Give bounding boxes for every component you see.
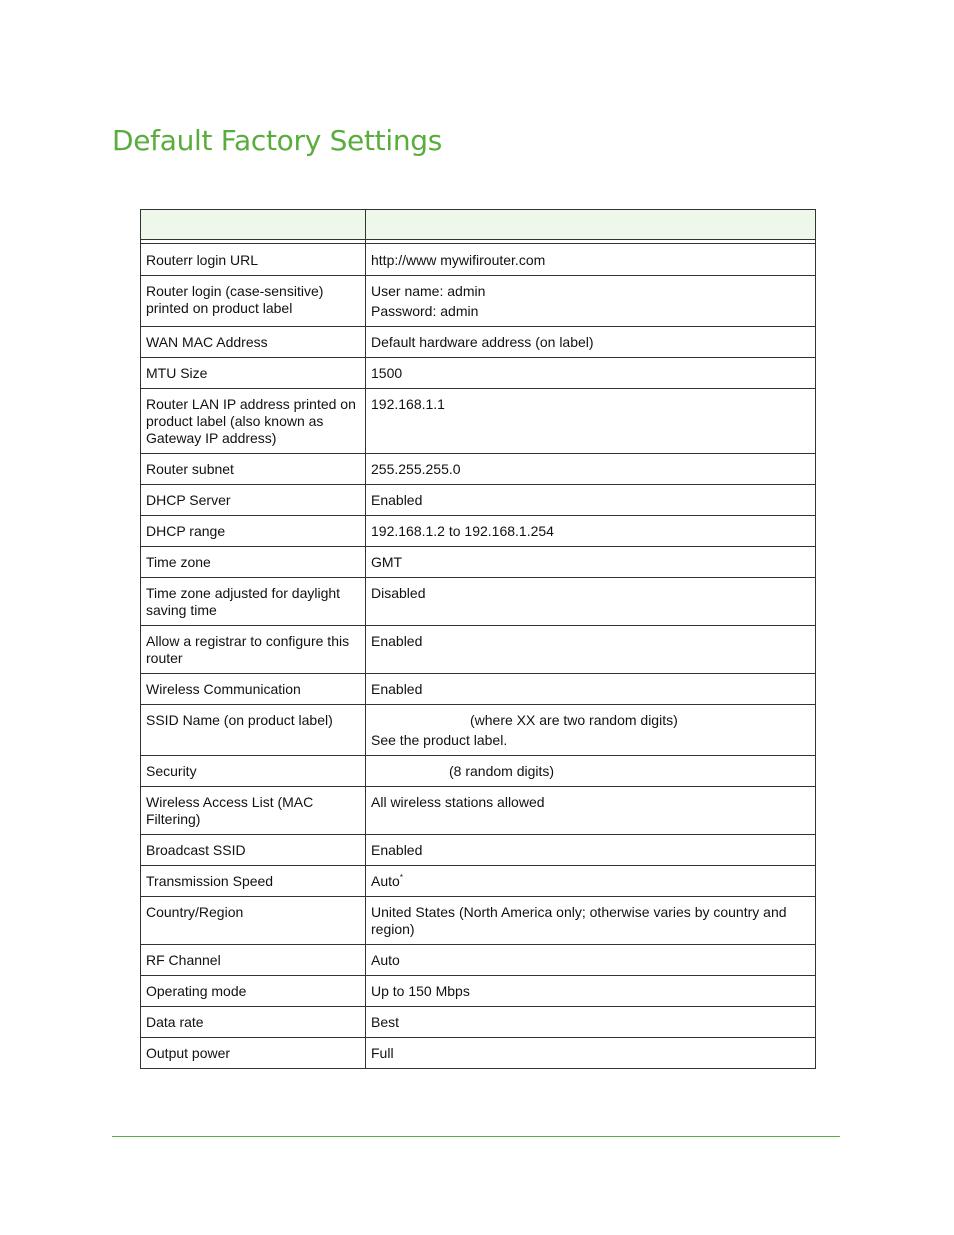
value-cell xyxy=(366,485,816,516)
value-line: Auto xyxy=(371,952,400,968)
setting-cell: Allow a registrar to configure this router xyxy=(141,626,366,674)
setting-cell: MTU Size xyxy=(141,358,366,389)
table-row xyxy=(141,244,816,276)
value-text: Auto xyxy=(371,873,400,889)
value-line: All wireless stations allowed xyxy=(371,794,545,810)
value-line: Enabled xyxy=(371,681,423,697)
value-cell xyxy=(366,626,816,674)
table-row xyxy=(141,835,816,866)
setting-cell: WAN MAC Address xyxy=(141,327,366,358)
table-row xyxy=(141,626,816,674)
table-row xyxy=(141,705,816,756)
table-row xyxy=(141,578,816,626)
value-line: Full xyxy=(371,1045,394,1061)
setting-cell: Wireless Communication xyxy=(141,674,366,705)
value-line: 1500 xyxy=(371,365,403,381)
table-row xyxy=(141,1038,816,1069)
footnote-marker: * xyxy=(399,873,403,882)
value-cell xyxy=(366,835,816,866)
table-row xyxy=(141,945,816,976)
table-row xyxy=(141,866,816,897)
table-row xyxy=(141,787,816,835)
page-title: Default Factory Settings xyxy=(112,124,443,157)
setting-cell: Output power xyxy=(141,1038,366,1069)
setting-cell: Time zone xyxy=(141,547,366,578)
value-cell xyxy=(366,454,816,485)
table-header-row xyxy=(141,210,816,240)
setting-cell: Data rate xyxy=(141,1007,366,1038)
value-line: http://www mywifirouter.com xyxy=(371,252,546,268)
value-cell xyxy=(366,578,816,626)
setting-cell: DHCP Server xyxy=(141,485,366,516)
default-settings-table xyxy=(140,209,816,1069)
setting-cell: RF Channel xyxy=(141,945,366,976)
header-default xyxy=(366,210,816,240)
value-line: Enabled xyxy=(371,842,423,858)
setting-cell: Time zone adjusted for daylight saving time xyxy=(141,578,366,626)
table-row xyxy=(141,1007,816,1038)
value-cell xyxy=(366,787,816,835)
value-line: 192.168.1.1 xyxy=(371,396,445,412)
value-line: Up to 150 Mbps xyxy=(371,983,470,999)
value-line: Enabled xyxy=(371,633,423,649)
value-cell xyxy=(366,674,816,705)
value-line: (8 random digits) xyxy=(449,763,555,779)
value-line: 192.168.1.2 to 192.168.1.254 xyxy=(371,523,554,539)
value-line: United States (North America only; otherwise varies by country and region) xyxy=(371,904,787,937)
header-setting xyxy=(141,210,366,240)
setting-cell: Router subnet xyxy=(141,454,366,485)
table-row xyxy=(141,547,816,578)
value-cell xyxy=(366,1038,816,1069)
value-cell xyxy=(366,358,816,389)
value-cell xyxy=(366,866,816,897)
table-row xyxy=(141,276,816,327)
table-row xyxy=(141,674,816,705)
setting-cell: Wireless Access List (MAC Filtering) xyxy=(141,787,366,835)
value-line: GMT xyxy=(371,554,403,570)
value-line: Password: admin xyxy=(371,303,479,319)
table-row xyxy=(141,516,816,547)
value-cell xyxy=(366,327,816,358)
value-cell xyxy=(366,705,816,756)
value-line: 255.255.255.0 xyxy=(371,461,461,477)
table-row xyxy=(141,976,816,1007)
value-cell xyxy=(366,976,816,1007)
value-cell xyxy=(366,897,816,945)
setting-cell: Country/Region xyxy=(141,897,366,945)
value-cell xyxy=(366,389,816,454)
value-cell xyxy=(366,945,816,976)
value-line: See the product label. xyxy=(371,732,508,748)
table-row xyxy=(141,756,816,787)
table-row xyxy=(141,485,816,516)
footer-rule xyxy=(112,1136,840,1137)
value-cell xyxy=(366,276,816,327)
value-line: Disabled xyxy=(371,585,426,601)
value-cell xyxy=(366,756,816,787)
setting-cell: Routerr login URL xyxy=(141,244,366,276)
value-cell xyxy=(366,244,816,276)
setting-cell: Transmission Speed xyxy=(141,866,366,897)
value-line: Enabled xyxy=(371,492,423,508)
value-line: (where XX are two random digits) xyxy=(470,712,678,728)
value-line: Best xyxy=(371,1014,400,1030)
setting-cell: DHCP range xyxy=(141,516,366,547)
value-line xyxy=(371,873,810,890)
value-line: Default hardware address (on label) xyxy=(371,334,594,350)
table-row xyxy=(141,897,816,945)
value-cell xyxy=(366,547,816,578)
table-row xyxy=(141,327,816,358)
setting-cell: Security xyxy=(141,756,366,787)
table-row xyxy=(141,454,816,485)
setting-cell: Router login (case-sensitive) printed on product label xyxy=(141,276,366,327)
setting-cell: Operating mode xyxy=(141,976,366,1007)
value-cell xyxy=(366,516,816,547)
value-cell xyxy=(366,1007,816,1038)
setting-cell: SSID Name (on product label) xyxy=(141,705,366,756)
setting-cell: Broadcast SSID xyxy=(141,835,366,866)
table-row xyxy=(141,358,816,389)
setting-cell: Router LAN IP address printed on product label (also known as Gateway IP address) xyxy=(141,389,366,454)
table-row xyxy=(141,389,816,454)
value-line: User name: admin xyxy=(371,283,486,299)
